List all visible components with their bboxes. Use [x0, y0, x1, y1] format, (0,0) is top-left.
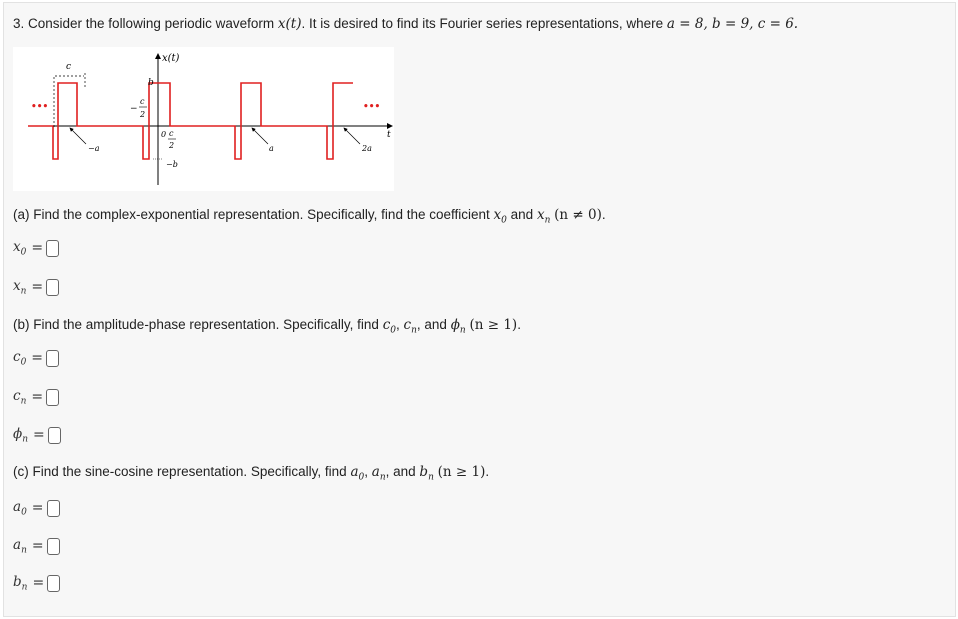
waveform-figure — [13, 47, 394, 191]
y-axis-label: x(t) — [162, 53, 180, 64]
part-c-prefix: (c) Find the sine-cosine representation. Specifically, find — [13, 464, 347, 479]
a-label: a — [269, 144, 274, 153]
question-middle: . It is desired to find its Fourier series representations, where — [301, 16, 664, 31]
two-a-label: 2a — [362, 144, 372, 153]
neg-b-label: −b — [166, 160, 178, 169]
bn-answer-box[interactable] — [47, 575, 60, 592]
right-ellipsis: ••• — [363, 102, 381, 112]
xn-answer-box[interactable] — [46, 279, 59, 296]
part-a-and: and — [510, 207, 534, 222]
answer-var-c0: $c_0$ — [13, 348, 27, 368]
part-b-var1: $c_0$ — [382, 317, 397, 336]
part-b-and: , and — [416, 317, 447, 332]
part-b-prefix: (b) Find the amplitude-phase representation. Specifically, find — [13, 317, 379, 332]
part-a-end: . — [601, 207, 606, 222]
equals-sign: = — [31, 389, 44, 405]
part-b-condition: (n ≥ 1) — [469, 317, 518, 333]
equals-sign: = — [31, 500, 44, 516]
answer-var-phin: $\phi_n$ — [13, 425, 28, 445]
answer-row-xn — [13, 276, 59, 298]
part-b-prompt — [13, 317, 521, 336]
question-params: a = 8, b = 9, c = 6. — [666, 16, 799, 32]
origin-label: 0 — [161, 130, 167, 139]
c-label: c — [66, 62, 72, 72]
neg-c-over-2-numerator: c — [140, 97, 145, 106]
equals-sign: = — [32, 575, 45, 591]
part-b-var2: $c_n$ — [403, 317, 417, 336]
c-over-2-numerator: c — [169, 129, 174, 138]
part-b-var3: $\phi_n$ — [450, 317, 466, 336]
neg-a-label: −a — [88, 144, 100, 153]
part-c-var2: $a_n$ — [371, 464, 386, 483]
answer-var-xn: $x_n$ — [13, 277, 27, 297]
x0-answer-box[interactable] — [46, 240, 59, 257]
answer-var-bn: $b_n$ — [13, 573, 28, 593]
a0-answer-box[interactable] — [47, 500, 60, 517]
equals-sign: = — [31, 350, 44, 366]
answer-row-c0 — [13, 347, 59, 369]
waveform-trace — [28, 83, 353, 159]
answer-var-a0: $a_0$ — [13, 498, 27, 518]
equals-sign: = — [31, 279, 44, 295]
c-over-2-denominator: 2 — [169, 141, 175, 150]
part-a-condition: (n ≠ 0) — [554, 207, 602, 223]
part-a-prompt — [13, 207, 606, 226]
question-function: x(t) — [277, 16, 302, 32]
waveform-diagram — [13, 47, 394, 191]
answer-row-an — [13, 535, 60, 557]
question-statement — [13, 16, 798, 32]
part-a-prefix: (a) Find the complex-exponential representation. Specifically, find the coefficient — [13, 207, 490, 222]
c0-answer-box[interactable] — [46, 350, 59, 367]
answer-row-bn — [13, 572, 60, 594]
neg-a-pointer — [70, 128, 86, 144]
cn-answer-box[interactable] — [46, 389, 59, 406]
equals-sign: = — [31, 240, 44, 256]
part-c-var1: $a_0$ — [350, 464, 365, 483]
answer-var-x0: $x_0$ — [13, 238, 27, 258]
part-c-var3: $b_n$ — [419, 464, 434, 483]
question-prefix: 3. Consider the following periodic waveform — [13, 16, 275, 31]
part-b-sep: , — [396, 317, 400, 332]
neg-sign-label: − — [130, 104, 138, 114]
part-b-end: . — [517, 317, 521, 332]
answer-row-a0 — [13, 497, 60, 519]
neg-c-over-2-denominator: 2 — [140, 110, 146, 119]
answer-row-phin — [13, 424, 61, 446]
part-c-end: . — [485, 464, 490, 479]
answer-var-cn: $c_n$ — [13, 387, 27, 407]
phin-answer-box[interactable] — [48, 427, 61, 444]
part-c-prompt — [13, 464, 489, 483]
two-a-pointer — [344, 128, 360, 144]
answer-row-cn — [13, 386, 59, 408]
part-c-and: , and — [385, 464, 416, 479]
answer-row-x0 — [13, 237, 59, 259]
left-ellipsis: ••• — [31, 102, 49, 112]
answer-var-an: $a_n$ — [13, 536, 27, 556]
equals-sign: = — [31, 538, 44, 554]
an-answer-box[interactable] — [47, 538, 60, 555]
equals-sign: = — [33, 427, 45, 443]
part-a-var2: $x_n$ — [536, 207, 551, 226]
part-c-condition: (n ≥ 1) — [437, 464, 486, 480]
part-a-var1: $x_0$ — [493, 207, 507, 226]
t-axis-label: t — [387, 130, 391, 140]
b-label: b — [148, 78, 154, 88]
a-pointer — [252, 128, 268, 144]
part-c-sep: , — [364, 464, 368, 479]
